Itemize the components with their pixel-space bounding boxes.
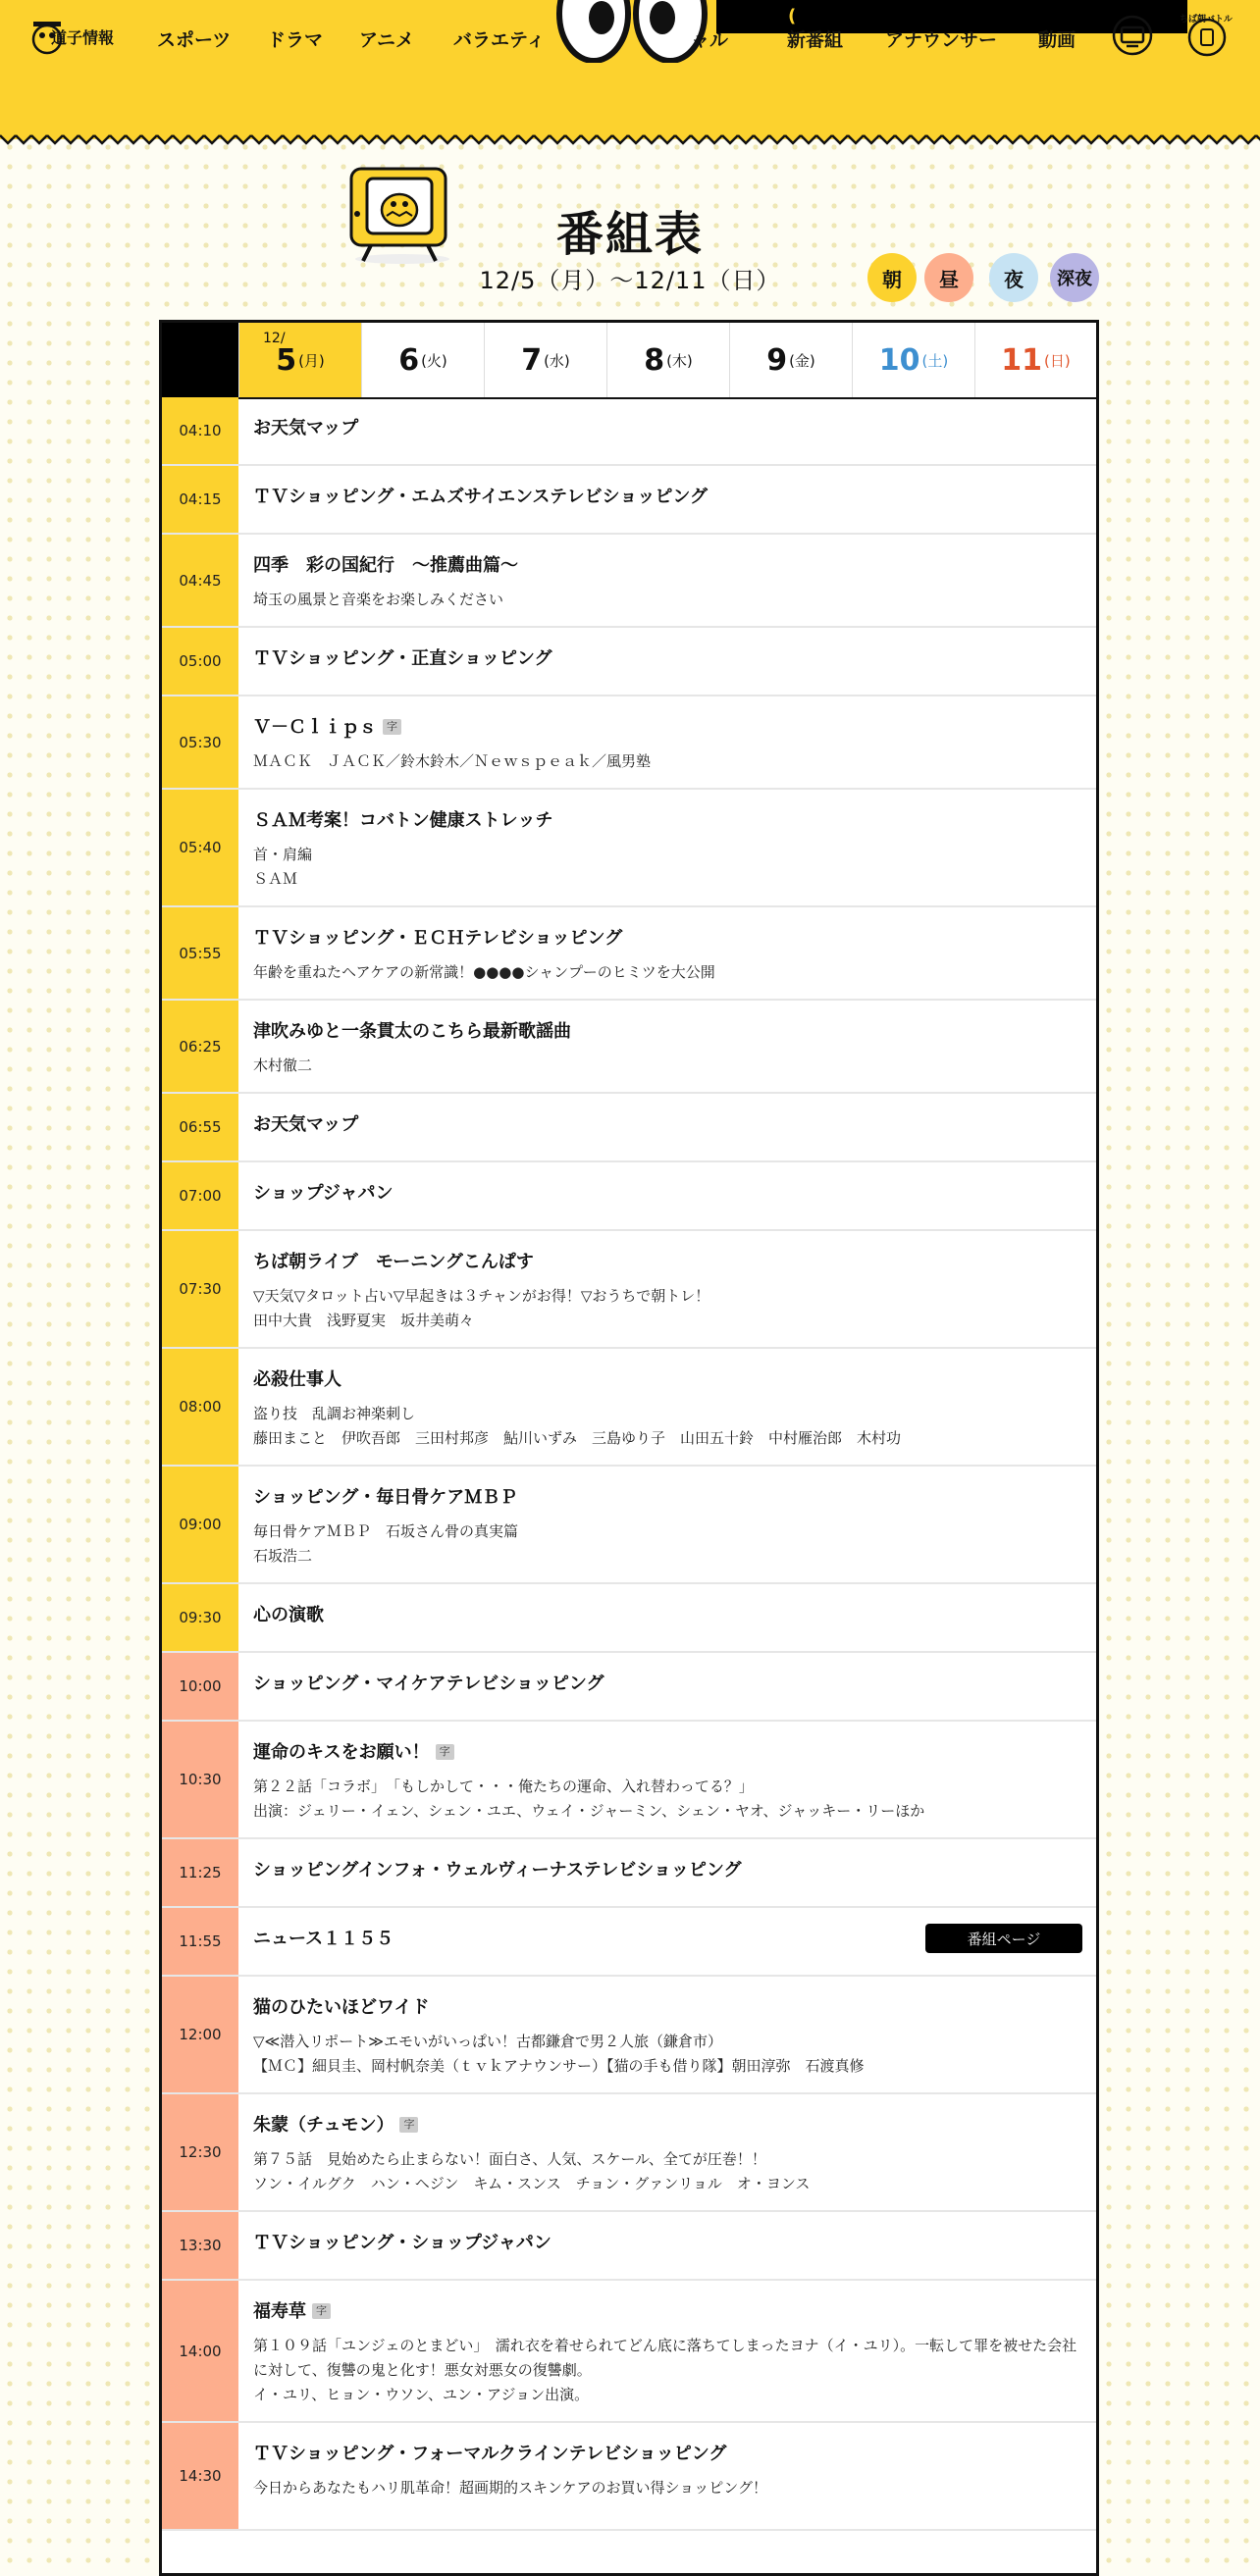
- site-header: [0, 0, 1260, 139]
- program-title: 心の演歌: [253, 1605, 324, 1625]
- program-title: ＴＶショッピング・ＥＣＨテレビショッピング: [253, 928, 623, 949]
- program-cast: 藤田まこと 伊吹吾郎 三田村邦彦 鮎川いずみ 三島ゆり子 山田五十鈴 中村雁治郎 木村功: [253, 1429, 902, 1447]
- program-desc: 第１０９話「ユンジェのとまどい」 濡れ衣を着せられてどん底に落ちてしまったヨナ（イ・ユリ）。一転して罪を被せた会社に対して、復讐の鬼と化す！悪女対悪女の復讐劇。: [253, 2337, 1077, 2379]
- program-desc: ▽天気▽タロット占い▽早起きは３チャンがお得！▽おうちで朝トレ！: [253, 1287, 710, 1305]
- moon-icon: (: [788, 6, 797, 26]
- day-tab-7[interactable]: 7 (水): [484, 323, 606, 397]
- date-range: 12/5（月）〜12/11（日）: [479, 267, 781, 294]
- program-cast: 石坂浩二: [253, 1547, 313, 1565]
- program-page-button[interactable]: 番組ページ: [925, 1924, 1082, 1953]
- nav-item-anime[interactable]: アニメ: [359, 29, 415, 51]
- program-desc: 盗り技 乱調お神楽刺し: [253, 1405, 416, 1422]
- chiba-asa-battle-icon[interactable]: ちば朝バトル: [1183, 12, 1231, 59]
- program-title: 四季 彩の国紀行 ～推薦曲篇～: [253, 555, 518, 576]
- day-tab-8[interactable]: 8 (木): [606, 323, 729, 397]
- day-tab-6[interactable]: 6 (火): [361, 323, 484, 397]
- day-header-row: [162, 323, 1096, 399]
- nav-item-sports[interactable]: スポーツ: [157, 29, 232, 51]
- program-cast: 出演：ジェリー・イェン、シェン・ユエ、ウェイ・ジャーミン、シェン・ヤオ、ジャッキー・リーほか: [253, 1802, 925, 1820]
- mascot-eyes-icon: [556, 0, 708, 63]
- program-time: 12:30: [162, 2094, 238, 2210]
- schedule-table: [159, 320, 1099, 2576]
- program-desc: 今日からあなたもハリ肌革命！超画期的スキンケアのお買い得ショッピング！: [253, 2479, 767, 2497]
- program-row[interactable]: [162, 397, 1096, 466]
- program-time: 05:55: [162, 907, 238, 999]
- nav-item-special[interactable]: ャル: [691, 29, 729, 51]
- program-cast: イ・ユリ、ヒョン・ウソン、ユン・アジョン出演。: [253, 2386, 590, 2403]
- program-title: お天気マップ: [253, 1114, 359, 1135]
- program-title: ちば朝ライブ モーニングこんぱす: [253, 1252, 534, 1272]
- program-row[interactable]: [162, 907, 1096, 1001]
- program-title: お天気マップ: [253, 418, 359, 438]
- program-title: 福寿草: [253, 2301, 306, 2322]
- day-tab-9[interactable]: 9 (金): [729, 323, 852, 397]
- program-row[interactable]: [162, 1231, 1096, 1349]
- program-desc: ▽≪潜入リポート≫エモいがいっぱい！古都鎌倉で男２人旅（鎌倉市）: [253, 2033, 722, 2050]
- day-tab-11[interactable]: 11 (日): [974, 323, 1096, 397]
- program-desc: ＭＡＣＫ ＪＡＣＫ／鈴木鈴木／Ｎｅｗｓｐｅａｋ／風男塾: [253, 752, 652, 770]
- program-title: ショッピング・マイケアテレビショッピング: [253, 1674, 604, 1694]
- program-time: 10:00: [162, 1653, 238, 1720]
- nav-item-info[interactable]: 道子情報: [51, 28, 115, 47]
- program-row[interactable]: [162, 2094, 1096, 2212]
- program-time: 06:55: [162, 1094, 238, 1160]
- day-tab-10[interactable]: 10 (土): [852, 323, 974, 397]
- program-time: 07:30: [162, 1231, 238, 1347]
- nav-item-announcers[interactable]: アナウンサー: [885, 29, 998, 51]
- program-row[interactable]: [162, 1467, 1096, 1584]
- time-of-day-late-night[interactable]: 深夜: [1050, 253, 1099, 302]
- program-row[interactable]: [162, 1001, 1096, 1094]
- program-cast: 田中大貴 浅野夏実 坂井美萌々: [253, 1312, 475, 1329]
- program-row[interactable]: [162, 1162, 1096, 1231]
- program-time: 13:30: [162, 2212, 238, 2279]
- tv-schedule-icon[interactable]: [1111, 14, 1154, 57]
- program-title: 津吹みゆと一条貫太のこちら最新歌謡曲: [253, 1021, 571, 1042]
- program-cast: ソン・イルグク ハン・ヘジン キム・スンス チョン・グァンリョル オ・ヨンス: [253, 2175, 811, 2192]
- day-tab-5[interactable]: 12/ 5 (月): [238, 323, 361, 397]
- time-of-day-morning[interactable]: 朝: [867, 253, 917, 302]
- program-desc: 年齢を重ねたヘアケアの新常識！●●●●シャンプーのヒミツを大公開: [253, 963, 715, 981]
- program-time: 14:00: [162, 2281, 238, 2421]
- program-row[interactable]: [162, 1722, 1096, 1839]
- program-cast: 【ＭＣ】細貝圭、岡村帆奈美（ｔｖｋアナウンサー）【猫の手も借り隊】朝田淳弥 石渡真修: [253, 2057, 865, 2075]
- nav-item-new-programs[interactable]: 新番組: [787, 29, 844, 51]
- program-row[interactable]: [162, 1584, 1096, 1653]
- subtitle-badge: 字: [383, 719, 401, 735]
- program-row[interactable]: [162, 628, 1096, 696]
- program-desc: 毎日骨ケアＭＢＰ 石坂さん骨の真実篇: [253, 1522, 519, 1540]
- time-of-day-evening[interactable]: 夜: [989, 253, 1038, 302]
- program-time: 12:00: [162, 1977, 238, 2092]
- nav-item-videos[interactable]: 動画: [1038, 29, 1076, 51]
- header-zigzag-edge: [0, 126, 1260, 149]
- program-cast: 木村徹二: [253, 1056, 313, 1074]
- subtitle-badge: 字: [312, 2303, 331, 2319]
- program-time: 10:30: [162, 1722, 238, 1837]
- program-title: ＴＶショッピング・エムズサイエンステレビショッピング: [253, 487, 708, 507]
- program-title: ＴＶショッピング・フォーマルクラインテレビショッピング: [253, 2444, 727, 2464]
- program-title: Ｖ－Ｃｌｉｐｓ: [253, 717, 377, 738]
- program-time: 09:30: [162, 1584, 238, 1651]
- program-title: ＴＶショッピング・ショップジャパン: [253, 2233, 551, 2253]
- program-time: 09:00: [162, 1467, 238, 1582]
- nav-item-drama[interactable]: ドラマ: [267, 29, 324, 51]
- nav-item-variety[interactable]: バラエティ: [453, 29, 546, 51]
- program-time: 05:00: [162, 628, 238, 695]
- program-time: 07:00: [162, 1162, 238, 1229]
- program-row[interactable]: [162, 1908, 1096, 1977]
- program-title: ＴＶショッピング・正直ショッピング: [253, 648, 552, 669]
- tv-mascot-icon: [345, 165, 453, 265]
- program-title: 猫のひたいほどワイド: [253, 1997, 430, 2018]
- program-row[interactable]: [162, 1094, 1096, 1162]
- program-title: 必殺仕事人: [253, 1369, 341, 1390]
- program-row[interactable]: [162, 1653, 1096, 1722]
- program-time: 11:25: [162, 1839, 238, 1906]
- program-title: ショップジャパン: [253, 1183, 394, 1204]
- time-of-day-noon[interactable]: 昼: [924, 253, 973, 302]
- program-title: ＳＡＭ考案！コバトン健康ストレッチ: [253, 810, 553, 831]
- program-row[interactable]: [162, 1839, 1096, 1908]
- subtitle-badge: 字: [436, 1744, 454, 1760]
- program-row[interactable]: [162, 1977, 1096, 2094]
- header-corner: [162, 323, 238, 397]
- program-title: 運命のキスをお願い！: [253, 1742, 430, 1763]
- program-row[interactable]: [162, 696, 1096, 790]
- program-time: 06:25: [162, 1001, 238, 1092]
- program-time: 05:40: [162, 790, 238, 905]
- program-row[interactable]: [162, 2423, 1096, 2531]
- program-title: 朱蒙（チュモン）: [253, 2115, 394, 2136]
- program-time: 05:30: [162, 696, 238, 788]
- program-row[interactable]: [162, 466, 1096, 535]
- program-time: 08:00: [162, 1349, 238, 1465]
- program-time: 14:30: [162, 2423, 238, 2529]
- program-row[interactable]: [162, 2212, 1096, 2281]
- program-time: 04:15: [162, 466, 238, 533]
- program-time: 04:10: [162, 397, 238, 464]
- program-title: ショッピングインフォ・ウェルヴィーナステレビショッピング: [253, 1860, 742, 1880]
- program-time: 04:45: [162, 535, 238, 626]
- program-row[interactable]: [162, 535, 1096, 628]
- subtitle-badge: 字: [399, 2117, 418, 2133]
- program-row[interactable]: [162, 2281, 1096, 2423]
- program-row[interactable]: [162, 1349, 1096, 1467]
- program-title: ショッピング・毎日骨ケアＭＢＰ: [253, 1487, 518, 1508]
- program-desc: 埼玉の風景と音楽をお楽しみください: [253, 591, 504, 608]
- program-cast: ＳＡＭ: [253, 870, 298, 888]
- program-desc: 首・肩編: [253, 846, 313, 863]
- page-title: 番組表: [555, 207, 704, 262]
- program-desc: 第２２話「コラボ」 「もしかして・・・俺たちの運命、入れ替わってる？」: [253, 1777, 754, 1795]
- program-desc: 第７５話 見始めたら止まらない！面白さ、人気、スケール、全てが圧巻！！: [253, 2150, 766, 2168]
- program-title: ニュース１１５５: [253, 1929, 394, 1949]
- program-time: 11:55: [162, 1908, 238, 1975]
- program-row[interactable]: [162, 790, 1096, 907]
